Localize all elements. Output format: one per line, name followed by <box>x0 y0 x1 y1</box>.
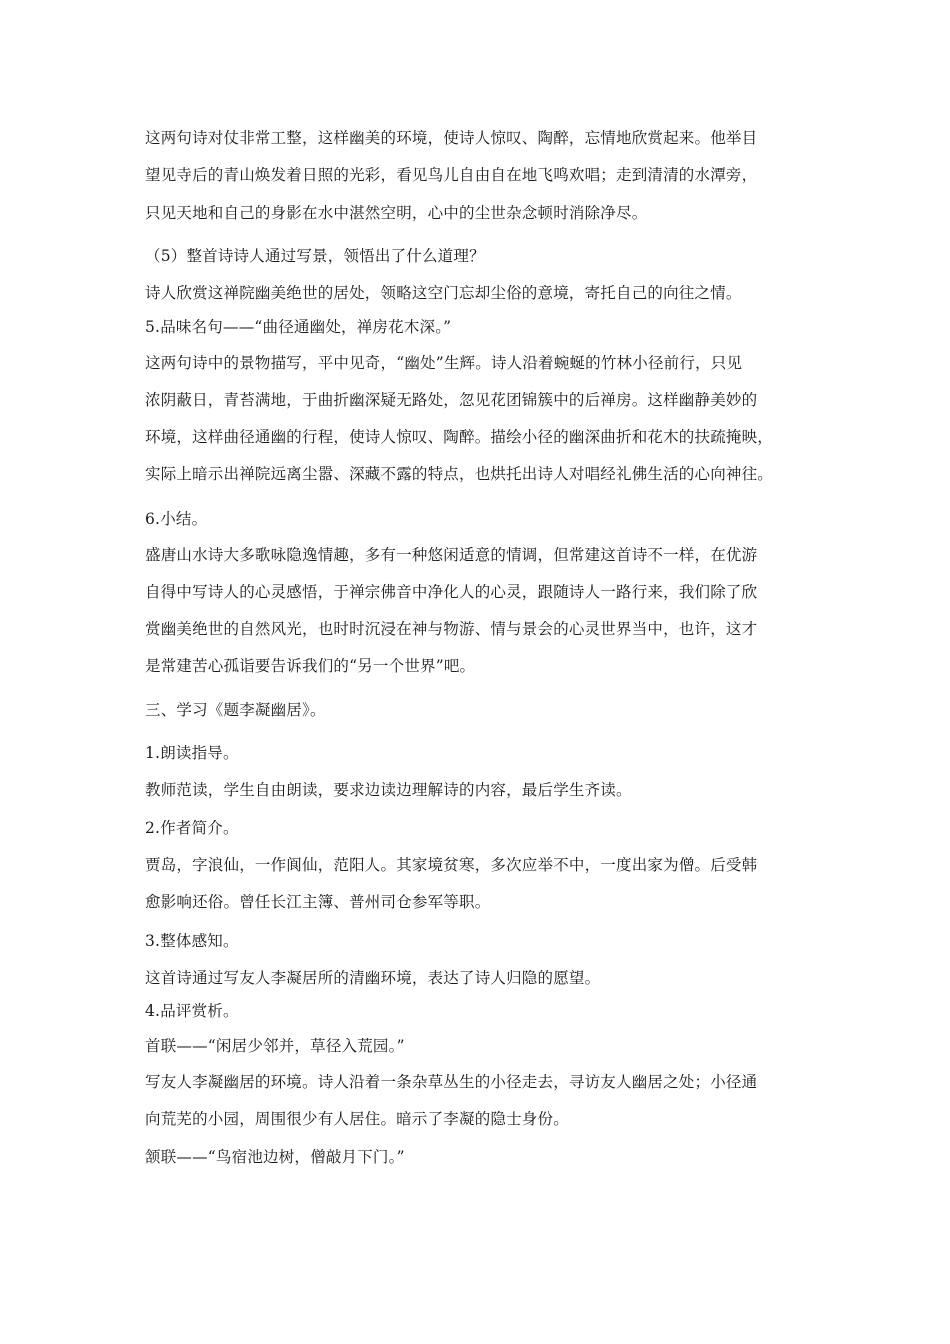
body-text-line: 望见寺后的青山焕发着日照的光彩，看见鸟儿自由自在地飞鸣欢唱；走到清清的水潭旁， <box>145 166 758 184</box>
body-text-line: 愈影响还俗。曾任长江主簿、普州司仓参军等职。 <box>145 893 491 911</box>
body-text-line: 浓阴蔽日，青苔满地，于曲折幽深疑无路处，忽见花团锦簇中的后禅房。这样幽静美妙的 <box>145 391 758 409</box>
body-text-line: 环境，这样曲径通幽的行程，使诗人惊叹、陶醉。描绘小径的幽深曲折和花木的扶疏掩映， <box>145 428 774 446</box>
body-text-line: 向荒芜的小园，周围很少有人居住。暗示了李凝的隐士身份。 <box>145 1110 569 1128</box>
body-text-line: 盛唐山水诗大多歌咏隐逸情趣，多有一种悠闲适意的情调，但常建这首诗不一样，在优游 <box>145 546 758 564</box>
body-text-line: 诗人欣赏这禅院幽美绝世的居处，领略这空门忘却尘俗的意境，寄托自己的向往之情。 <box>145 284 742 302</box>
body-text-line: 写友人李凝幽居的环境。诗人沿着一条杂草丛生的小径走去，寻访友人幽居之处；小径通 <box>145 1073 758 1091</box>
couplet-heading: 首联——“闲居少邻并，草径入荒园。” <box>145 1037 405 1055</box>
body-text-line: 是常建苦心孤诣要告诉我们的“另一个世界”吧。 <box>145 657 476 675</box>
section-heading: 3.整体感知。 <box>145 932 239 950</box>
body-text-line: 自得中写诗人的心灵感悟，于禅宗佛音中净化人的心灵，跟随诗人一路行来，我们除了欣 <box>145 583 758 601</box>
question-heading: （5）整首诗诗人通过写景，领悟出了什么道理？ <box>145 247 485 265</box>
section-heading: 2.作者简介。 <box>145 819 239 837</box>
couplet-heading: 颔联——“鸟宿池边树，僧敲月下门。” <box>145 1148 405 1166</box>
part-heading: 三、学习《题李凝幽居》。 <box>145 701 326 719</box>
section-heading: 5.品味名句——“曲径通幽处，禅房花木深。” <box>145 318 452 336</box>
section-heading: 4.品评赏析。 <box>145 1002 239 1020</box>
body-text-line: 这首诗通过写友人李凝居所的清幽环境，表达了诗人归隐的愿望。 <box>145 969 601 987</box>
body-text-line: 教师范读，学生自由朗读，要求边读边理解诗的内容，最后学生齐读。 <box>145 781 632 799</box>
body-text-line: 赏幽美绝世的自然风光，也时时沉浸在神与物游、情与景会的心灵世界当中，也许，这才 <box>145 620 758 638</box>
body-text-line: 这两句诗中的景物描写，平中见奇，“幽处”生辉。诗人沿着蜿蜒的竹林小径前行，只见 <box>145 354 743 372</box>
body-text-line: 只见天地和自己的身影在水中湛然空明，心中的尘世杂念顿时消除净尽。 <box>145 204 648 222</box>
section-heading: 1.朗读指导。 <box>145 744 239 762</box>
body-text-line: 实际上暗示出禅院远离尘嚣、深藏不露的特点，也烘托出诗人对唱经礼佛生活的心向神往。 <box>145 465 774 483</box>
section-heading: 6.小结。 <box>145 510 208 528</box>
body-text-line: 贾岛，字浪仙，一作阆仙，范阳人。其家境贫寒，多次应举不中，一度出家为僧。后受韩 <box>145 856 758 874</box>
body-text-line: 这两句诗对仗非常工整，这样幽美的环境，使诗人惊叹、陶醉，忘情地欣赏起来。他举目 <box>145 129 758 147</box>
